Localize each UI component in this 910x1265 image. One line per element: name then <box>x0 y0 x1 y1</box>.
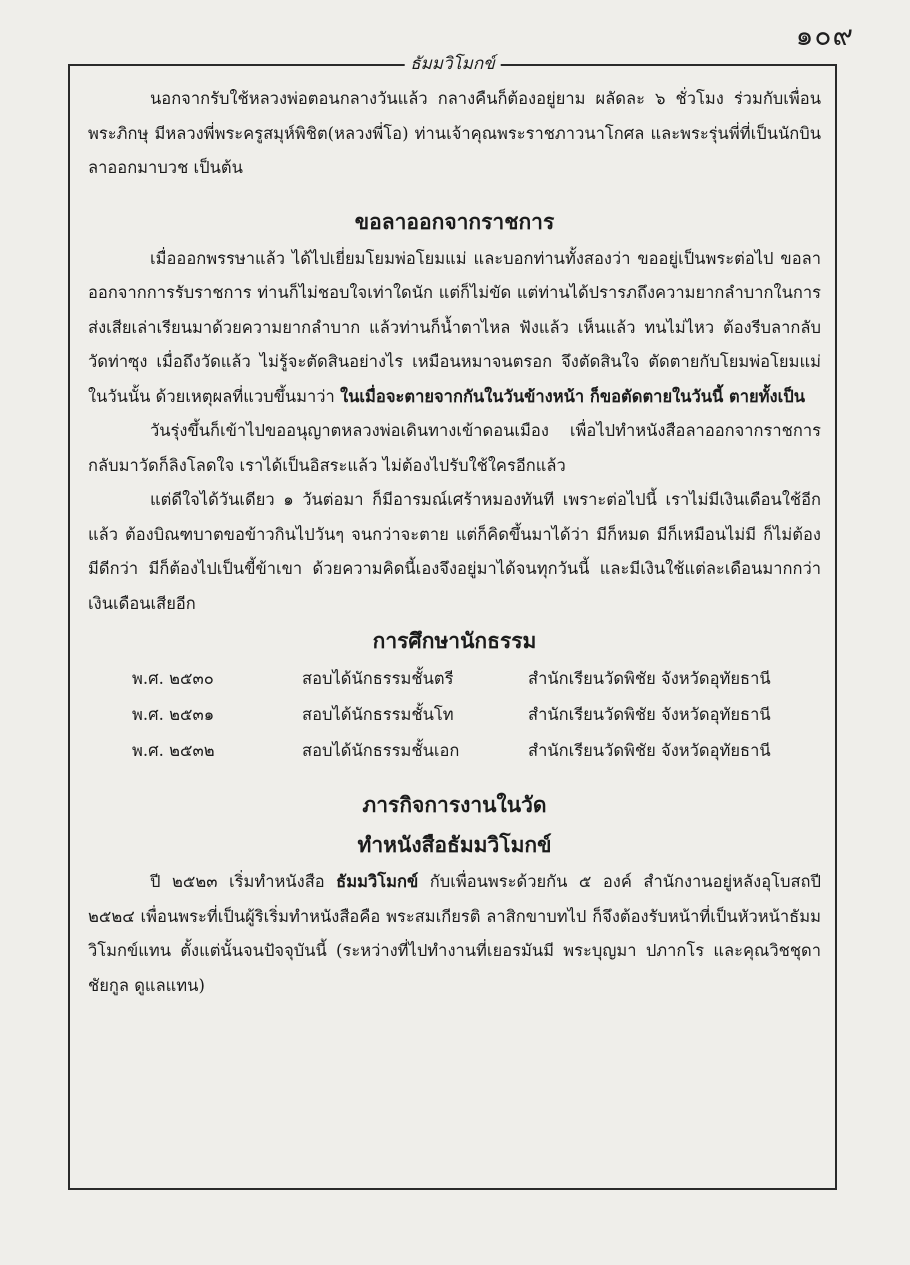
dhamma-study-list <box>88 661 821 769</box>
resign-paragraph-2: วันรุ่งขึ้นก็เข้าไปขออนุญาตหลวงพ่อเดินทางเข้าดอนเมือง เพื่อไปทำหนังสือลาออกจากราชการ กลับมาวัดก็ลิงโลดใจ เราได้เป็นอิสระแล้ว ไม่ต้องไปรับใช้ใครอีกแล้ว <box>88 421 821 475</box>
study-year: พ.ศ. ๒๕๓๑ <box>132 705 215 724</box>
resign-paragraph-1 <box>88 242 821 415</box>
intro-paragraph: นอกจากรับใช้หลวงพ่อตอนกลางวันแล้ว กลางคืนก็ต้องอยู่ยาม ผลัดละ ๖ ชั่วโมง ร่วมกับเพื่อนพระภิกษุ มีหลวงพี่พระครูสมุห์พิชิต(หลวงพี่โอ) ท่านเจ้าคุณพระราชภาวนาโกศล และพระรุ่นพี่ที่เป็นนักบินลาออกมาบวช เป็นต้น <box>88 89 821 177</box>
heading-resign: ขอลาออกจากราชการ <box>354 208 555 234</box>
study-place: สำนักเรียนวัดพิชัย จังหวัดอุทัยธานี <box>528 741 771 760</box>
study-place: สำนักเรียนวัดพิชัย จังหวัดอุทัยธานี <box>528 669 771 688</box>
study-year: พ.ศ. ๒๕๓๒ <box>132 741 215 760</box>
resign-paragraph-3: แต่ดีใจได้วันเดียว ๑ วันต่อมา ก็มีอารมณ์เศร้าหมองทันที เพราะต่อไปนี้ เราไม่มีเงินเดือนใช้อีกแล้ว ต้องบิณฑบาตขอข้าวกินไปวันๆ จนกว่าจะตาย แต่ก็คิดขึ้นมาได้ว่า มีก็หมด มีก็เหมือนไม่มี ก็ไม่ต้องมีดีกว่า มีก็ต้องไปเป็นขี้ข้าเขา ด้วยความคิดนี้เองจึงอยู่มาได้จนทุกวันนี้ และมีเงินใช้แต่ละเดือนมากกว่าเงินเดือนเสียอีก <box>88 490 821 613</box>
resign-paragraph-1-bold: ในเมื่อจะตายจากกันในวันข้างหน้า ก็ขอตัดตายในวันนี้ ตายทั้งเป็น <box>340 386 805 406</box>
temple-work-bold-title: ธัมมวิโมกข์ <box>336 872 419 891</box>
content-frame <box>68 54 837 1190</box>
dhamma-study-row <box>88 661 821 697</box>
study-year: พ.ศ. ๒๕๓๐ <box>132 669 214 688</box>
temple-work-text-start: ปี ๒๕๒๓ เริ่มทำหนังสือ <box>150 872 337 891</box>
study-level: สอบได้นักธรรมชั้นเอก <box>302 741 460 760</box>
page-number: ๑๐๙ <box>795 19 854 52</box>
dhamma-study-row <box>88 697 821 733</box>
page-content <box>88 82 821 1178</box>
heading-temple-work: ภารกิจการงานในวัด <box>362 792 547 817</box>
temple-work-text-end: กับเพื่อนพระด้วยกัน ๕ องค์ สำนักงานอยู่หลังอุโบสถปี ๒๕๒๔ เพื่อนพระที่เป็นผู้ริเริ่มทำหนังสือคือ พระสมเกียรติ ลาสิกขาบทไป ก็จึงต้องรับหน้าที่เป็นหัวหน้าธัมมวิโมกข์แทน ตั้งแต่นั้นจนปัจจุบันนี้ (ระหว่างที่ไปทำงานที่เยอรมันมี พระบุญมา ปภากโร และคุณวิชชุดา ชัยกูล ดูแลแทน) <box>88 872 821 995</box>
heading-dhamma-study: การศึกษานักธรรม <box>372 628 537 653</box>
resign-paragraph-1-text: เมื่อออกพรรษาแล้ว ได้ไปเยี่ยมโยมพ่อโยมแม่ และบอกท่านทั้งสองว่า ขออยู่เป็นพระต่อไป ขอลาออกจากการรับราชการ ท่านก็ไม่ชอบใจเท่าใดนัก แต่ก็ไม่ขัด แต่ท่านได้ปรารภถึงความยากลำบากในการส่งเสียเล่าเรียนมาด้วยความยากลำบาก แล้วท่านก็น้ำตาไหล ฟังแล้ว เห็นแล้ว ทนไม่ไหว ต้องรีบลากลับวัดท่าซุง เมื่อถึงวัดแล้ว ไม่รู้จะตัดสินอย่างไร เหมือนหมาจนตรอก จึงตัดสินใจ ตัดตายกับโยมพ่อโยมแม่ในวันนั้น ด้วยเหตุผลที่แวบขึ้นมาว่า <box>88 248 821 406</box>
study-level: สอบได้นักธรรมชั้นโท <box>302 705 454 724</box>
dhamma-study-row <box>88 733 821 769</box>
study-place: สำนักเรียนวัดพิชัย จังหวัดอุทัยธานี <box>528 705 771 724</box>
temple-work-paragraph <box>88 865 821 1003</box>
header-title: ธัมมวิโมกข์ <box>404 53 501 75</box>
subheading-dhammavimokkha: ทำหนังสือธัมมวิโมกข์ <box>357 832 552 857</box>
study-level: สอบได้นักธรรมชั้นตรี <box>302 669 454 688</box>
